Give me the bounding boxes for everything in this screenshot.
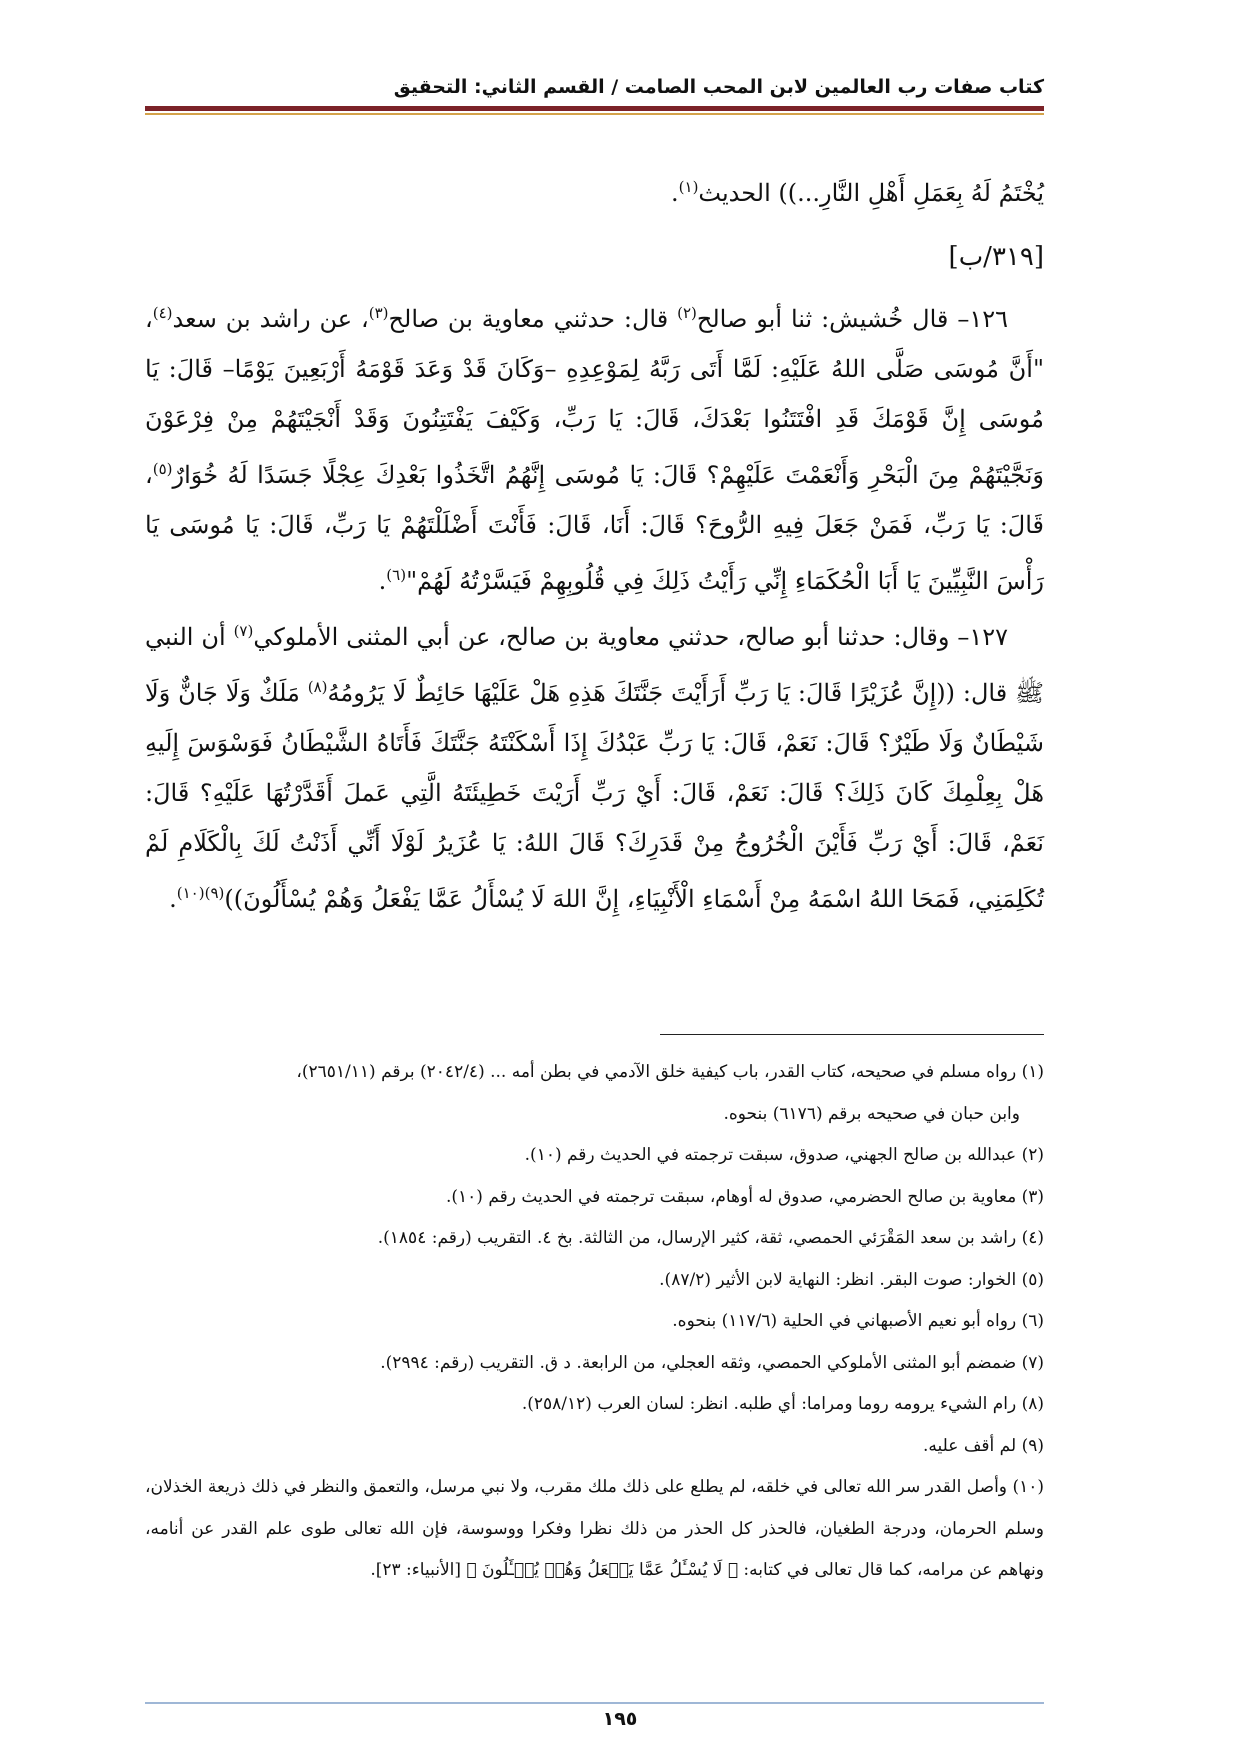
footnotes xyxy=(145,1052,1044,1592)
paragraph-text: ١٢٦– قال خُشيش: ثنا أبو صالح xyxy=(696,305,1008,333)
footnote: (٣) معاوية بن صالح الحضرمي، صدوق له أوهام، سبقت ترجمته في الحديث رقم (١٠). xyxy=(445,1186,1044,1207)
footnote-ref: (٩)(١٠) xyxy=(176,884,225,902)
hadith-paragraph xyxy=(145,288,1044,606)
footnote: (١) رواه مسلم في صحيحه، كتاب القدر، باب كيفية خلق الآدمي في بطن أمه ... (٢٠٤٢/٤) برقم (٢٦٥١/١١)، xyxy=(296,1062,1044,1082)
paragraph-text: قال: حدثني معاوية بن صالح xyxy=(388,305,678,333)
main-text xyxy=(145,162,1044,924)
paragraph-text: أن النبي ﷺ قال: ((إِنَّ عُزَيْرًا قَالَ: يَا رَبِّ أَرَأَيْتَ جَنَّتَكَ هَذِهِ هَلْ عَلَيْهَا حَائِطٌ لَا يَرُومُهُ xyxy=(145,623,1044,707)
footnote-ref: (٢) xyxy=(677,304,697,322)
footnote-ref: (٧) xyxy=(233,622,254,640)
hadith-paragraph xyxy=(145,606,1044,924)
paragraph-text: . xyxy=(169,885,177,913)
footnote-ref: (٤) xyxy=(152,304,173,322)
footnote: (٨) رام الشيء يرومه روما ومراما: أي طلبه. انظر: لسان العرب (٢٥٨/١٢). xyxy=(521,1394,1044,1414)
footnote-ref: (٦) xyxy=(386,566,407,584)
header-rule xyxy=(145,106,1044,111)
paragraph-text: ، قَالَ: يَا رَبِّ، فَمَنْ جَعَلَ فِيهِ الرُّوحَ؟ قَالَ: أَنَا، قَالَ: فَأَنْتَ أَضْلَلْتَهُمْ يَا رَبِّ، قَالَ: يَا مُوسَى يَا رَأْسَ النَّبِيِّينَ يَا أَبَا الْحُكَمَاءِ إِنِّي رَأَيْتُ ذَلِكَ فِي قُلُوبِهِمْ فَيَسَّرْتُهُ لَهُمْ" xyxy=(145,461,1044,595)
footer-rule xyxy=(145,1702,1044,1704)
folio-marker: [٣١٩/ب] xyxy=(948,242,1044,272)
paragraph-text: ، "أَنَّ مُوسَى صَلَّى اللهُ عَلَيْهِ: لَمَّا أَتَى رَبَّهُ لِمَوْعِدِهِ –وَكَانَ قَدْ وَعَدَ قَوْمَهُ أَرْبَعِينَ يَوْمًا– قَالَ: يَا مُوسَى إِنَّ قَوْمَكَ قَدِ افْتَتَنُوا بَعْدَكَ، قَالَ: يَا رَبِّ، وَكَيْفَ يَفْتَتِنُونَ وَقَدْ أَنْجَيْتَهُمْ مِنْ فِرْعَوْنَ وَنَجَّيْتَهُمْ مِنَ الْبَحْرِ وَأَنْعَمْتَ عَلَيْهِمْ؟ قَالَ: يَا مُوسَى إِنَّهُمُ اتَّخَذُوا بَعْدِكَ عِجْلًا جَسَدًا لَهُ خُوَارٌ xyxy=(145,305,1044,489)
footnote: (٤) راشد بن سعد المَقْرَئي الحمصي، ثقة، كثير الإرسال، من الثالثة. بخ ٤. التقريب (رقم: ١٨٥٤). xyxy=(377,1228,1044,1248)
footnote: (٩) لم أقف عليه. xyxy=(923,1435,1044,1456)
paragraph-text: . xyxy=(378,567,387,595)
footnote: (٥) الخوار: صوت البقر. انظر: النهاية لابن الأثير (٨٧/٢). xyxy=(659,1269,1044,1290)
footnote-continuation: وابن حبان في صحيحه برقم (٦١٧٦) بنحوه. xyxy=(723,1103,1020,1124)
footnote: (٦) رواه أبو نعيم الأصبهاني في الحلية (١١٧/٦) بنحوه. xyxy=(672,1311,1044,1331)
footnote-separator xyxy=(660,1034,1044,1035)
footnote-ref: (٥) xyxy=(152,460,173,478)
opening-text: يُخْتَمُ لَهُ بِعَمَلِ أَهْلِ النَّارِ...)) الحديث xyxy=(698,179,1044,207)
footnote-ref: (١) xyxy=(678,178,699,196)
footnote: (٧) ضمضم أبو المثنى الأملوكي الحمصي، وثقه العجلي، من الرابعة. د ق. التقريب (رقم: ٢٩٩٤). xyxy=(380,1352,1044,1373)
page-number: ١٩٥ xyxy=(602,1708,638,1730)
paragraph-text: مَلَكٌ وَلَا جَانٌّ وَلَا شَيْطَانٌ وَلَا طَيْرٌ؟ قَالَ: نَعَمْ، قَالَ: يَا رَبِّ عَبْدُكَ إِذَا أَسْكَنْتَهُ جَنَّتَكَ فَأَتَاهُ الشَّيْطَانُ فَوَسْوَسَ إِلَيهِ هَلْ بِعِلْمِكَ كَانَ ذَلِكَ؟ قَالَ: نَعَمْ، قَالَ: أَيْ رَبِّ أَرَيْتَ خَطِيئَتَهُ الَّتِي عَملَ أَقَدَّرْتُهَا عَلَيْهِ؟ قَالَ: نَعَمْ، قَالَ: أَيْ رَبِّ فَأَيْنَ الْخُرُوجُ مِنْ قَدَرِكَ؟ قَالَ اللهُ: يَا عُزَيرُ لَوْلَا أَنِّي أَذَنْتُ لَكَ بِالْكَلَامِ لَمْ تُكَلِمَنِي، فَمَحَا اللهُ اسْمَهُ مِنْ أَسْمَاءِ الْأَنْبِيَاءِ، إِنَّ اللهَ لَا يُسْأَلُ عَمَّا يَفْعَلُ وَهُمْ يُسْأَلُونَ)) xyxy=(145,679,1044,913)
hadith-paragraphs xyxy=(145,288,1044,924)
paragraph-text: ، عن راشد بن سعد xyxy=(172,305,369,333)
opening-line: يُخْتَمُ لَهُ بِعَمَلِ أَهْلِ النَّارِ...)) الحديث$^{(١)}$. xyxy=(671,178,1044,207)
running-header: كتاب صفات رب العالمين لابن المحب الصامت / القسم الثاني: التحقيق xyxy=(393,76,1044,98)
header-rule-accent xyxy=(145,113,1044,115)
footnote: (١٠) وأصل القدر سر الله تعالى في خلقه، لم يطلع على ذلك ملك مقرب، ولا نبي مرسل، والتعمق والنظر في ذلك ذريعة الخذلان، وسلم الحرمان، ودرجة الطغيان، فالحذر كل الحذر من ذلك نظرا وفكرا ووسوسة، فإن الله تعالى طوى علم القدر عن أنامه، ونهاهم عن مرامه، كما قال تعالى في كتابه: ﴿ لَا يُسْـَٔلُ عَمَّا يَفۡعَلُ وَهُمۡ يُسۡـَٔلُونَ ﴾ [الأنبياء: ٢٣]. xyxy=(145,1477,1044,1580)
footnote: (٢) عبدالله بن صالح الجهني، صدوق، سبقت ترجمته في الحديث رقم (١٠). xyxy=(524,1145,1044,1165)
paragraph-text: ١٢٧– وقال: حدثنا أبو صالح، حدثني معاوية بن صالح، عن أبي المثنى الأملوكي xyxy=(253,623,1008,651)
footnote-ref: (٣) xyxy=(368,304,389,322)
footnote-ref: (٨) xyxy=(307,678,328,696)
